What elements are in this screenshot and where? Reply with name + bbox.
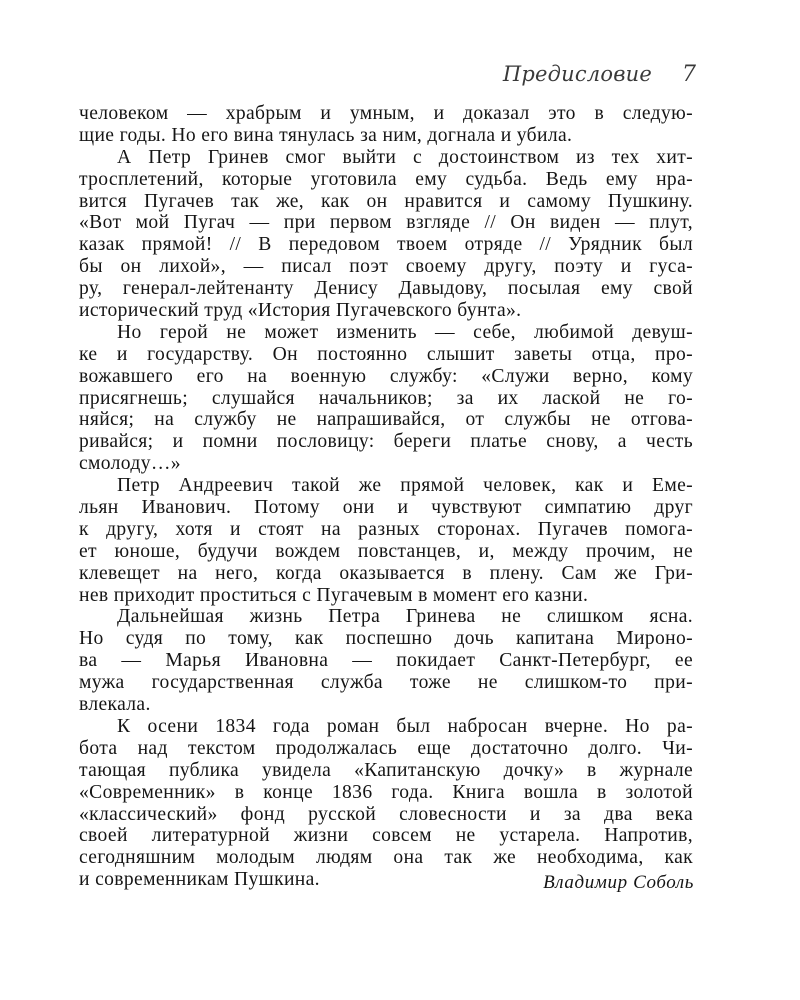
text-line: тросплетений, которые уготовила ему судьба. Ведь ему нра- — [79, 168, 693, 190]
text-line: к другу, хотя и стоят на разных сторонах. Пугачев помога- — [79, 518, 693, 540]
body-text — [79, 103, 693, 891]
text-line: ва — Марья Ивановна — покидает Санкт-Петербург, ее — [79, 650, 693, 672]
text-line: и современникам Пушкина. — [79, 869, 320, 891]
text-line: ривайся; и помни пословицу: береги платье снову, а честь — [79, 431, 693, 453]
text-line: щие годы. Но его вина тянулась за ним, догнала и убила. — [79, 124, 573, 146]
text-line: тающая публика увидела «Капитанскую дочку» в журнале — [79, 759, 693, 781]
text-line: Но судя по тому, как поспешно дочь капитана Мироно- — [79, 628, 693, 650]
text-line: человеком — храбрым и умным, и доказал это в следую- — [79, 103, 693, 124]
paragraph-first-line: Дальнейшая жизнь Петра Гринева не слишком ясна. — [117, 606, 693, 628]
text-line: бота над текстом продолжалась еще достаточно долго. Чи- — [79, 737, 693, 759]
text-line: мужа государственная служба тоже не слишком-то при- — [79, 672, 693, 694]
text-line: исторический труд «История Пугачевского бунта». — [79, 300, 522, 322]
text-line: вится Пугачев так же, как он нравится и самому Пушкину. — [79, 190, 693, 212]
text-line: влекала. — [79, 694, 151, 716]
text-line: клевещет на него, когда оказывается в плену. Сам же Гри- — [79, 562, 693, 584]
paragraph-first-line: Петр Андреевич такой же прямой человек, как и Еме- — [117, 475, 693, 497]
text-line: «классический» фонд русской словесности и за два века — [79, 803, 693, 825]
text-line: смолоду…» — [79, 453, 181, 475]
paragraph-first-line: Но герой не может изменить — себе, любимой девуш- — [117, 321, 693, 343]
author-signature: Владимир Соболь — [543, 872, 694, 893]
paragraph-first-line: А Петр Гринев смог выйти с достоинством из тех хит- — [117, 146, 693, 168]
running-head-title: Предисловие — [502, 62, 652, 86]
text-line: присягнешь; слушайся начальников; за их лаской не го- — [79, 387, 693, 409]
text-line: вожавшего его на военную службу: «Служи верно, кому — [79, 365, 693, 387]
text-line: нев приходит проститься с Пугачевым в момент его казни. — [79, 584, 589, 606]
text-line: своей литературной жизни совсем не устарела. Напротив, — [79, 825, 693, 847]
text-line: казак прямой! // В передовом твоем отряде // Урядник был — [79, 234, 693, 256]
text-line: няйся; на службу не напрашивайся, от службы не отгова- — [79, 409, 693, 431]
page-number: 7 — [682, 62, 696, 87]
text-line: льян Иванович. Потому они и чувствуют симпатию друг — [79, 497, 693, 519]
text-line: ет юноше, будучи вождем повстанцев, и, между прочим, не — [79, 540, 693, 562]
text-line: бы он лихой», — писал поэт своему другу, поэту и гуса- — [79, 256, 693, 278]
text-line: сегодняшним молодым людям она так же необходима, как — [79, 847, 693, 869]
paragraph-first-line: К осени 1834 года роман был набросан вчерне. Но ра- — [117, 715, 693, 737]
text-line: ке и государству. Он постоянно слышит заветы отца, про- — [79, 343, 693, 365]
text-line: «Современник» в конце 1836 года. Книга вошла в золотой — [79, 781, 693, 803]
text-line: «Вот мой Пугач — при первом взгляде // Он виден — плут, — [79, 212, 693, 234]
text-line: ру, генерал-лейтенанту Денису Давыдову, посылая ему свой — [79, 278, 693, 300]
running-head — [503, 62, 696, 87]
